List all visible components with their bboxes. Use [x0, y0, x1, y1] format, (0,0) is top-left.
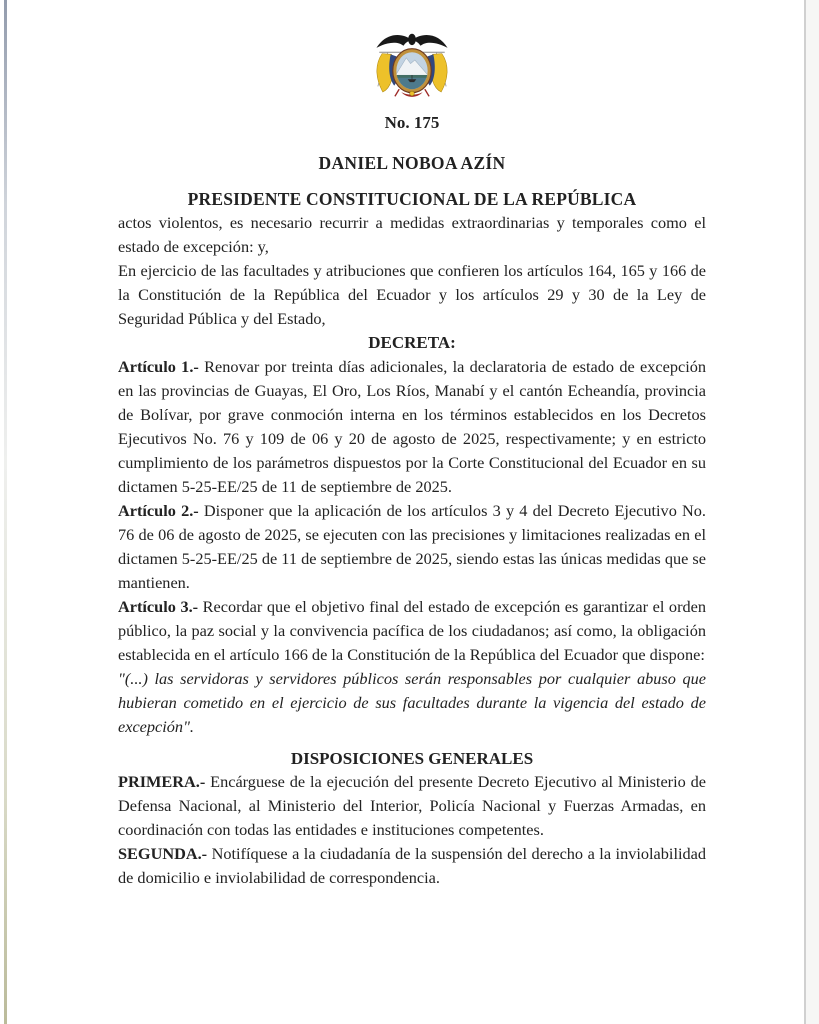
- article-3-lead: Artículo 3.-: [118, 597, 199, 616]
- provision-primera-text: Encárguese de la ejecución del presente Decreto Ejecutivo al Ministerio de Defensa Nacional, al Ministerio del Interior, Policía Nacional y Fuerzas Armadas, en coordinación con todas las entidades e instituciones competentes.: [118, 772, 706, 839]
- provision-segunda-text: Notifíquese a la ciudadanía de la suspensión del derecho a la inviolabilidad de domicilio e inviolabilidad de correspondencia.: [118, 844, 706, 887]
- general-provisions-heading: DISPOSICIONES GENERALES: [290, 749, 534, 768]
- decreta-heading: DECRETA:: [368, 333, 456, 352]
- ecuador-coat-of-arms-icon: [368, 28, 456, 102]
- decree-number: No. 175: [384, 113, 440, 132]
- article-1-paragraph: [118, 355, 706, 499]
- article-2-paragraph: [118, 499, 706, 595]
- provision-primera-paragraph: [118, 770, 706, 842]
- emblem-container: [118, 28, 706, 102]
- decree-document: [118, 0, 706, 890]
- provision-segunda-lead: SEGUNDA.-: [118, 844, 208, 863]
- article-3-text: Recordar que el objetivo final del estado de excepción es garantizar el orden público, la paz social y la convivencia pacífica de los ciudadanos; así como, la obligación establecida en el artículo 166 de la Constitución de la República del Ecuador que dispone:: [118, 597, 706, 664]
- scan-edge-left: [4, 0, 7, 1024]
- legal-basis-paragraph: En ejercicio de las facultades y atribuciones que confieren los artículos 164, 165 y 166 de la Constitución de la República del Ecuador y los artículos 29 y 30 de la Ley de Seguridad Pública y del Estado,: [118, 261, 706, 328]
- article-2-text: Disponer que la aplicación de los artículos 3 y 4 del Decreto Ejecutivo No. 76 de 06 de agosto de 2025, se ejecuten con las precisiones y limitaciones realizadas en el dictamen 5-25-EE/25 de 11 de septiembre de 2025, siendo estas las únicas medidas que se mantienen.: [118, 501, 707, 592]
- constitution-quote: "(...) las servidoras y servidores públicos serán responsables por cualquier abuso que hubieran cometido en el ejercicio de sus facultades durante la vigencia del estado de excepción".: [118, 669, 706, 736]
- provision-primera-lead: PRIMERA.-: [118, 772, 206, 791]
- article-2-lead: Artículo 2.-: [118, 501, 199, 520]
- president-title: PRESIDENTE CONSTITUCIONAL DE LA REPÚBLICA: [187, 189, 637, 209]
- article-1-text: Renovar por treinta días adicionales, la declaratoria de estado de excepción en las provincias de Guayas, El Oro, Los Ríos, Manabí y el cantón Echeandía, provincia de Bolívar, por grave conmoción interna en los términos establecidos en los Decretos Ejecutivos No. 76 y 109 de 06 y 20 de agosto de 2025, respectivamente; y en estricto cumplimiento de los parámetros dispuestos por la Corte Constitucional del Ecuador en su dictamen 5-25-EE/25 de 11 de septiembre de 2025.: [118, 357, 706, 496]
- scan-edge-right-band: [806, 0, 819, 1024]
- provision-segunda-paragraph: [118, 842, 706, 890]
- scan-edge-right: [804, 0, 806, 1024]
- president-name: DANIEL NOBOA AZÍN: [318, 153, 506, 173]
- article-1-lead: Artículo 1.-: [118, 357, 199, 376]
- article-3-paragraph: [118, 595, 706, 739]
- preamble-paragraph-continuation: actos violentos, es necesario recurrir a medidas extraordinarias y temporales como el estado de excepción: y,: [118, 213, 706, 256]
